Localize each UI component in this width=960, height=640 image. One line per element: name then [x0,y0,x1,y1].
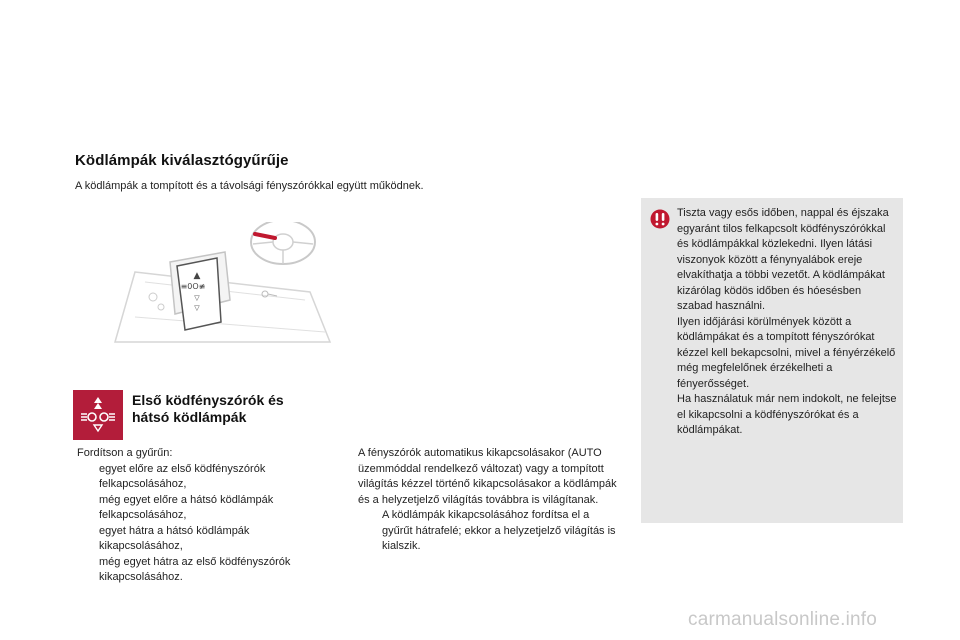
list-item-text: még egyet hátra az első ködfényszórók kikapcsolásához. [99,555,291,583]
middle-column-list [358,508,618,555]
list-item [77,555,322,586]
left-column-list [77,462,322,586]
note-paragraph: Tiszta vagy esős időben, nappal és éjszaka egyaránt tilos felkapcsolt ködfényszórókkal és ködlámpákkal közlekedni. Ilyen látási viszonyok között a fénynyalábok ereje elvakíthatja a többi vezetőt. A ködlámpákat kizárólag ködös időben és hóesésben szabad használni. [677,207,889,312]
fog-light-ring-icon [76,393,120,437]
middle-column [358,446,618,555]
note-paragraph: Ilyen időjárási körülmények között a ködlámpákat és a tompított fényszórókat kézzel kell bekapcsolni, mivel a fényérzékelő még megfelelőnek érzékelheti a fényerősséget. [677,315,896,390]
subsection-title [132,392,284,426]
subsection-title-line2: hátsó ködlámpák [132,409,247,425]
warning-note-text [677,206,899,439]
list-item-text: egyet előre az első ködfényszórók felkapcsolásához, [99,462,266,490]
section-title: Ködlámpák kiválasztógyűrűje [75,152,289,169]
svg-text:▲: ▲ [193,271,201,281]
list-item-text: még egyet előre a hátsó ködlámpák felkapcsolásához, [99,493,274,521]
list-item [77,462,322,493]
list-item-text: A ködlámpák kikapcsolásához fordítsa el a gyűrűt hátrafelé; ekkor a helyzetjelző világítás is kialszik. [382,509,616,552]
warning-note [641,198,903,523]
svg-text:≡0O≢: ≡0O≢ [180,282,206,291]
note-paragraph: Ha használatuk már nem indokolt, ne felejtse el kikapcsolni a ködfényszórókat és a ködlámpákat. [677,393,897,436]
list-item [77,524,322,555]
subsection-title-line1: Első ködfényszórók és [132,392,284,408]
list-item [358,508,618,555]
list-item [77,493,322,524]
left-column [77,446,322,586]
middle-column-paragraph: A fényszórók automatikus kikapcsolásakor (AUTO üzemmóddal rendelkező változat) vagy a tompított világítás kézzel történő kikapcsolásakor a ködlámpák és a helyzetjelző világítás továbbra is világítanak. [358,447,617,506]
steering-column-illustration [105,222,337,354]
section-intro: A ködlámpák a tompított és a távolsági fényszórókkal együtt működnek. [75,180,424,192]
watermark: carmanualsonline.info [688,609,878,630]
svg-text:▽: ▽ [194,304,200,312]
svg-text:▽: ▽ [194,294,200,302]
fog-light-badge [73,390,123,440]
left-column-lead: Fordítson a gyűrűn: [77,447,173,459]
list-item-text: egyet hátra a hátsó ködlámpák kikapcsolásához, [99,524,250,552]
warning-exclamation-icon [650,209,670,229]
